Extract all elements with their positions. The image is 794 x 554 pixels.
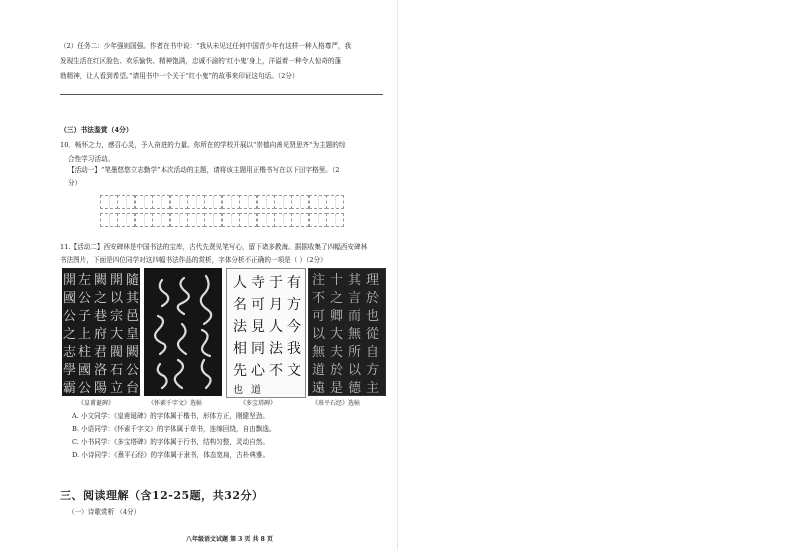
svg-text:左: 左 [78,273,92,288]
svg-text:主: 主 [366,381,380,396]
svg-text:以: 以 [348,363,362,378]
svg-text:大: 大 [110,327,124,342]
svg-text:文: 文 [287,363,301,379]
svg-text:人: 人 [233,275,247,291]
svg-text:國: 國 [63,291,77,306]
question-11: 11.【活动二】西安碑林是中国书法的宝库，古代先贤见笔写心，留下诸多教海。据据收集了四幅西安碑林 书法图片，下面是四位同学对这四幅书法作品的赏析，字体分析不正确的一项是（ ）（2分） [60,243,368,264]
svg-text:闕: 闕 [126,345,140,360]
svg-text:以: 以 [312,327,326,342]
poem-section-title: （一）诗歌赏析 （4分） [68,508,141,516]
svg-text:宗: 宗 [110,309,124,324]
svg-text:今: 今 [287,319,301,335]
svg-text:見: 見 [251,319,265,335]
svg-text:闕: 闕 [94,273,108,288]
svg-text:之: 之 [330,291,344,306]
svg-text:公: 公 [126,363,140,378]
svg-text:立: 立 [110,381,124,396]
right-page [397,0,794,550]
svg-text:心: 心 [251,363,265,379]
svg-text:大: 大 [330,327,344,342]
svg-text:可: 可 [251,297,265,313]
svg-text:遠: 遠 [312,381,326,396]
svg-text:方: 方 [366,363,380,378]
svg-text:皇: 皇 [126,327,140,342]
svg-text:子: 子 [78,309,92,324]
svg-text:巷: 巷 [94,309,108,324]
svg-text:我: 我 [287,341,301,357]
calligraphy-image-xiping [308,268,386,396]
svg-text:相: 相 [233,341,247,357]
svg-text:理: 理 [366,273,380,288]
svg-text:月: 月 [269,297,283,313]
svg-text:道: 道 [251,385,261,396]
caption-xiping: 《熹平石经》选帖 [312,400,361,407]
svg-text:於: 於 [330,363,344,378]
part-3-title: 三、阅读理解（含12-25题，共32分） [60,489,264,502]
svg-text:可: 可 [312,309,326,324]
svg-text:不: 不 [312,291,326,306]
option-d[interactable]: D. 小诗同学：《熹平石经》的字体属于隶书，体态宽扁，古朴典雅。 [72,450,270,459]
svg-text:而: 而 [348,309,362,324]
svg-text:君: 君 [94,345,108,360]
svg-text:同: 同 [251,341,265,357]
svg-text:國: 國 [78,363,92,378]
svg-text:於: 於 [366,291,380,306]
svg-text:柱: 柱 [78,345,92,360]
svg-text:府: 府 [94,327,108,342]
caption-duobaota: 《多宝塔碑》 [240,400,277,407]
svg-text:之: 之 [94,291,108,306]
left-page [0,0,397,550]
svg-text:道: 道 [312,363,326,378]
tianzige-grid-row2[interactable] [100,213,344,227]
svg-text:夫: 夫 [330,345,344,360]
svg-text:也: 也 [366,309,380,324]
option-a[interactable]: A. 小文同学：《皇甫诞碑》的字体属于楷书，形体方正，刚健坚劲。 [72,412,269,420]
svg-text:也: 也 [233,385,243,396]
svg-text:卿: 卿 [330,309,344,324]
svg-text:隨: 隨 [126,273,140,288]
svg-text:陽: 陽 [94,381,108,396]
activity-1: 【活动一】“笔墨悠悠立志勤学”本次活动的主题，请将该主题用正楷书写在以下田字格里。（2 分） [68,166,340,187]
svg-text:法: 法 [269,341,283,357]
svg-text:公: 公 [78,381,92,396]
svg-text:之: 之 [63,327,77,342]
svg-text:方: 方 [287,297,301,313]
calligraphy-image-duobaota [226,268,306,398]
svg-text:德: 德 [348,381,362,396]
svg-text:公: 公 [78,291,92,306]
svg-text:開: 開 [63,273,77,288]
svg-text:學: 學 [63,363,77,378]
option-b[interactable]: B. 小语同学：《怀素千字文》的字体属于草书，连绵回绕，自由飘逸。 [72,424,276,433]
svg-text:有: 有 [287,275,301,291]
calligraphy-image-huaisu [144,268,222,396]
svg-text:邑: 邑 [126,309,140,324]
svg-text:所: 所 [348,345,362,360]
caption-huaisu: 《怀素千字文》选帖 [148,400,203,407]
question-2-prompt: （2）任务二：少年强则国强。作者在书中说：“我从未见过任何中国青少年有这样一种人格尊严，我 发现生活在红区脸色、欢乐愉快、精神饱满，忠诚不渝的‘红小鬼’身上，洋溢着一种令人惊奇的蓬 勃精神，让人看到希望。”请用书中一个关于“红小鬼”的故事来印证这句话。（2分） [60,42,352,80]
svg-text:言: 言 [348,291,362,306]
svg-text:寺: 寺 [251,275,265,291]
section-calligraphy-title: （三）书法鉴赏（4分） [60,126,133,134]
tianzige-grid[interactable] [100,195,344,209]
svg-text:無: 無 [312,345,326,360]
svg-text:法: 法 [233,319,247,335]
svg-text:其: 其 [126,291,140,306]
svg-text:台: 台 [126,381,140,396]
svg-text:名: 名 [233,297,247,313]
svg-text:閥: 閥 [110,345,124,360]
svg-text:無: 無 [348,327,362,342]
svg-text:上: 上 [78,327,92,342]
svg-text:霸: 霸 [63,381,77,396]
svg-text:以: 以 [110,291,124,306]
svg-text:于: 于 [269,275,283,291]
svg-text:洛: 洛 [94,363,108,378]
svg-text:不: 不 [269,363,283,379]
svg-text:是: 是 [330,381,344,396]
svg-text:公: 公 [63,309,77,324]
svg-text:石: 石 [110,363,124,378]
svg-text:先: 先 [233,363,247,379]
svg-text:注: 注 [312,273,326,288]
question-11-options [72,412,382,460]
svg-text:從: 從 [366,327,380,342]
answer-line[interactable] [60,94,383,95]
calligraphy-image-huangfudan [62,268,140,396]
svg-text:自: 自 [366,345,380,360]
caption-huangfudan: 《皇甫诞碑》 [78,400,115,407]
svg-text:開: 開 [110,273,124,288]
svg-text:其: 其 [348,273,362,288]
option-c[interactable]: C. 小书同学：《多宝塔碑》的字体属于行书，结构匀整，灵动自然。 [72,437,269,446]
question-10: 10．畅怀之力，感召心灵，予人奋进的力量。你所在的学校开展以“崇德向善见贤思齐”为主题的综 合性学习活动。 [60,141,346,163]
svg-text:十: 十 [330,273,344,288]
svg-text:人: 人 [269,319,283,335]
left-page-footer: 八年级语文试题 第 3 页 共 8 页 [186,535,273,543]
svg-text:志: 志 [63,345,77,360]
